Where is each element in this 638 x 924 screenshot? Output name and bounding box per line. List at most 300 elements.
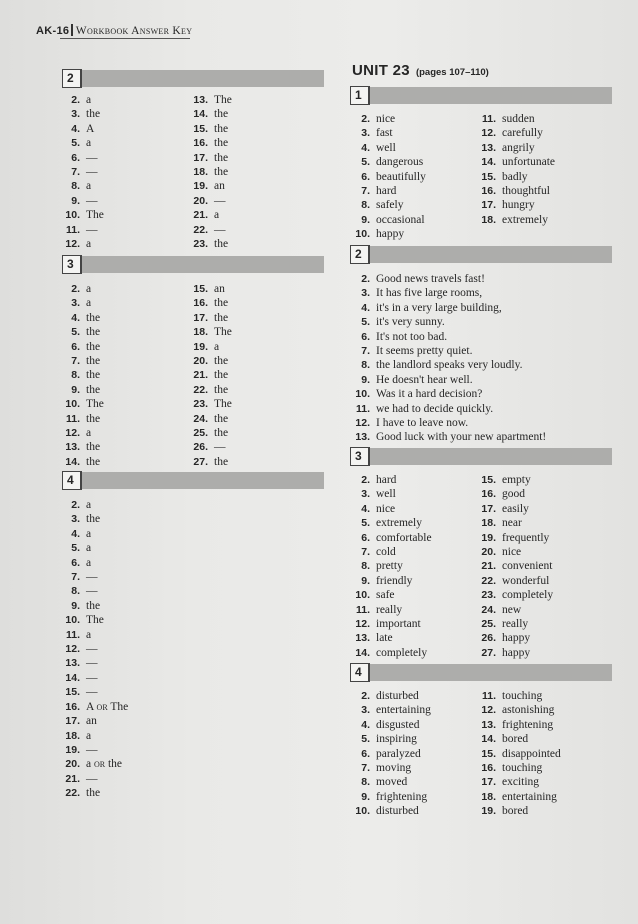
answer-text: It seems pretty quiet. bbox=[376, 345, 473, 358]
answer-text: comfortable bbox=[376, 531, 432, 544]
answer-text: nice bbox=[376, 502, 396, 515]
answer-number: 5. bbox=[361, 316, 370, 329]
answer-number: 4. bbox=[361, 301, 370, 314]
answers-right-3-col2 bbox=[476, 473, 553, 660]
answer-number: 12. bbox=[355, 618, 370, 631]
exercise-number: 2 bbox=[62, 69, 82, 88]
answer-item bbox=[62, 671, 128, 685]
answer-text: the bbox=[86, 311, 101, 324]
answer-item bbox=[350, 689, 431, 703]
answer-number: 12. bbox=[481, 127, 496, 140]
answer-number: 23. bbox=[193, 398, 208, 411]
answer-number: 22. bbox=[193, 223, 208, 236]
answer-text: the bbox=[214, 383, 229, 396]
answer-number: 10. bbox=[355, 805, 370, 818]
answer-number: 15. bbox=[481, 747, 496, 760]
answer-number: 16. bbox=[65, 700, 80, 713]
answer-text: — bbox=[86, 671, 98, 684]
answer-item bbox=[62, 223, 104, 237]
answer-text: carefully bbox=[502, 127, 543, 140]
answers-right-3-col1 bbox=[350, 473, 432, 660]
exercise-number: 3 bbox=[350, 447, 370, 466]
answer-text: really bbox=[376, 603, 403, 616]
answer-number: 8. bbox=[361, 560, 370, 573]
answer-item bbox=[350, 184, 426, 198]
answer-number: 8. bbox=[361, 199, 370, 212]
answer-text: well bbox=[376, 141, 396, 154]
answer-item bbox=[188, 194, 232, 208]
answer-number: 15. bbox=[193, 122, 208, 135]
answer-text: completely bbox=[376, 646, 428, 659]
answer-number: 4. bbox=[361, 502, 370, 515]
exercise-number: 4 bbox=[62, 471, 82, 490]
answer-item bbox=[62, 613, 128, 627]
answer-item bbox=[62, 412, 104, 426]
answer-item bbox=[476, 155, 555, 169]
answer-text: an bbox=[214, 180, 225, 193]
answer-item bbox=[350, 718, 431, 732]
answer-item bbox=[62, 151, 104, 165]
answer-text: the bbox=[214, 355, 229, 368]
answer-text: the bbox=[86, 326, 101, 339]
answer-text: a bbox=[86, 499, 92, 511]
answer-text: moved bbox=[376, 776, 408, 789]
answer-text: thoughtful bbox=[502, 185, 550, 198]
exercise-number: 4 bbox=[350, 663, 370, 682]
answer-item bbox=[350, 387, 546, 401]
answer-number: 3. bbox=[361, 287, 370, 300]
answer-number: 4. bbox=[361, 141, 370, 154]
answer-text: new bbox=[502, 603, 522, 616]
answer-text: wonderful bbox=[502, 574, 550, 587]
answer-number: 25. bbox=[481, 618, 496, 631]
answer-text: the bbox=[214, 151, 229, 164]
exercise-number: 3 bbox=[62, 255, 82, 274]
answer-item bbox=[62, 743, 128, 757]
answer-item bbox=[188, 282, 232, 296]
answer-item bbox=[62, 757, 128, 771]
answer-text: we had to decide quickly. bbox=[376, 402, 494, 415]
answer-item bbox=[476, 487, 553, 501]
answer-number: 7. bbox=[71, 166, 80, 179]
answer-text: hard bbox=[376, 474, 397, 486]
answer-item bbox=[350, 272, 546, 286]
answer-text: it's in a very large building, bbox=[376, 301, 502, 314]
answer-text: — bbox=[86, 585, 98, 598]
answer-number: 6. bbox=[361, 170, 370, 183]
answer-text: the bbox=[214, 412, 229, 425]
answer-text: — bbox=[86, 223, 98, 236]
answer-number: 13. bbox=[65, 657, 80, 670]
answer-number: 5. bbox=[71, 137, 80, 150]
page-header bbox=[36, 24, 192, 37]
answer-item bbox=[62, 556, 128, 570]
answer-item bbox=[62, 786, 128, 800]
answer-number: 20. bbox=[193, 355, 208, 368]
answer-item bbox=[476, 775, 561, 789]
answer-number: 23. bbox=[481, 589, 496, 602]
answer-text: pretty bbox=[376, 560, 403, 573]
answer-text: safely bbox=[376, 199, 404, 212]
answer-item bbox=[350, 804, 431, 818]
answer-number: 16. bbox=[481, 762, 496, 775]
answers-left-3-col1 bbox=[62, 282, 104, 469]
answer-item bbox=[188, 354, 232, 368]
answer-number: 20. bbox=[65, 758, 80, 771]
answer-number: 2. bbox=[361, 690, 370, 702]
answer-text: the bbox=[214, 122, 229, 135]
answer-item bbox=[476, 689, 561, 703]
answer-number: 8. bbox=[361, 776, 370, 789]
answer-number: 2. bbox=[71, 283, 80, 295]
answer-item bbox=[62, 397, 104, 411]
answer-text: touching bbox=[502, 762, 543, 775]
answer-text: disappointed bbox=[502, 747, 561, 760]
answer-item bbox=[350, 141, 426, 155]
answer-item bbox=[62, 325, 104, 339]
answer-item bbox=[62, 729, 128, 743]
answer-item bbox=[62, 179, 104, 193]
answer-item bbox=[188, 237, 232, 251]
answer-text: the bbox=[86, 787, 101, 800]
answer-text: happy bbox=[502, 632, 531, 645]
answer-item bbox=[62, 455, 104, 469]
answer-text: touching bbox=[502, 690, 543, 702]
header-rule bbox=[60, 38, 190, 39]
answer-text: Good news travels fast! bbox=[376, 273, 485, 285]
answer-item bbox=[350, 402, 546, 416]
answer-number: 9. bbox=[71, 383, 80, 396]
answer-number: 2. bbox=[71, 499, 80, 511]
answer-number: 2. bbox=[71, 94, 80, 106]
answer-number: 9. bbox=[361, 574, 370, 587]
answer-number: 11. bbox=[65, 628, 80, 641]
answer-item bbox=[350, 761, 431, 775]
answer-number: 10. bbox=[65, 209, 80, 222]
answer-number: 25. bbox=[193, 427, 208, 440]
answer-item bbox=[350, 126, 426, 140]
answer-text: badly bbox=[502, 170, 528, 183]
answer-item bbox=[62, 628, 128, 642]
answer-text: the bbox=[86, 383, 101, 396]
answer-item bbox=[476, 545, 553, 559]
answer-item bbox=[188, 179, 232, 193]
answer-item bbox=[476, 790, 561, 804]
answer-number: 8. bbox=[71, 369, 80, 382]
page-number: AK-16 bbox=[36, 25, 70, 37]
answer-text: a bbox=[86, 758, 92, 771]
answer-text: — bbox=[86, 166, 98, 179]
answer-item bbox=[350, 227, 426, 241]
answer-item bbox=[476, 213, 555, 227]
answer-number: 11. bbox=[355, 402, 370, 415]
answer-number: 7. bbox=[361, 185, 370, 198]
answer-item bbox=[476, 473, 553, 487]
answer-item bbox=[350, 545, 432, 559]
answer-text: the bbox=[214, 427, 229, 440]
header-divider bbox=[71, 24, 73, 36]
answer-number: 18. bbox=[481, 790, 496, 803]
answer-number: 19. bbox=[481, 805, 496, 818]
answer-item bbox=[476, 617, 553, 631]
answer-item bbox=[476, 804, 561, 818]
answer-text: frequently bbox=[502, 531, 550, 544]
answer-text: Was it a hard decision? bbox=[376, 388, 483, 401]
answer-item bbox=[476, 761, 561, 775]
answer-text: the bbox=[214, 238, 229, 251]
answer-item bbox=[350, 213, 426, 227]
answer-text: It has five large rooms, bbox=[376, 287, 483, 300]
answer-text: a bbox=[86, 628, 92, 641]
answer-text: nice bbox=[376, 113, 396, 125]
answers-right-1-col2 bbox=[476, 112, 555, 227]
answer-text: Good luck with your new apartment! bbox=[376, 431, 547, 444]
answer-item bbox=[62, 165, 104, 179]
answer-item bbox=[62, 122, 104, 136]
answer-number: 18. bbox=[193, 166, 208, 179]
answers-right-4-col1 bbox=[350, 689, 431, 819]
answer-text: I have to leave now. bbox=[376, 417, 469, 430]
answer-number: 27. bbox=[193, 455, 208, 468]
answer-item bbox=[62, 541, 128, 555]
answer-item bbox=[188, 455, 232, 469]
answer-item bbox=[188, 368, 232, 382]
answer-item bbox=[350, 286, 546, 300]
answer-text: extremely bbox=[502, 213, 548, 226]
answer-number: 12. bbox=[481, 704, 496, 717]
answer-text: — bbox=[214, 194, 226, 207]
answer-item bbox=[188, 223, 232, 237]
answer-number: 23. bbox=[193, 238, 208, 251]
answer-item bbox=[476, 502, 553, 516]
answer-number: 17. bbox=[481, 199, 496, 212]
unit-title bbox=[352, 62, 489, 79]
answer-number: 3. bbox=[71, 108, 80, 121]
answer-number: 7. bbox=[361, 762, 370, 775]
answer-number: 13. bbox=[355, 431, 370, 444]
answer-text: exciting bbox=[502, 776, 540, 789]
answer-item bbox=[350, 588, 432, 602]
answer-number: 19. bbox=[65, 743, 80, 756]
answer-number: 7. bbox=[71, 355, 80, 368]
answer-number: 16. bbox=[193, 297, 208, 310]
answer-item bbox=[476, 747, 561, 761]
answer-number: 9. bbox=[361, 790, 370, 803]
answer-item bbox=[476, 126, 555, 140]
answer-text: empty bbox=[502, 474, 531, 486]
answer-text: occasional bbox=[376, 213, 425, 226]
answer-text: sudden bbox=[502, 113, 535, 125]
answer-number: 17. bbox=[193, 151, 208, 164]
answer-item bbox=[62, 93, 104, 107]
answer-number: 9. bbox=[71, 194, 80, 207]
answer-number: 4. bbox=[71, 527, 80, 540]
answer-number: 6. bbox=[71, 556, 80, 569]
answer-number: 3. bbox=[361, 127, 370, 140]
answer-number: 6. bbox=[361, 531, 370, 544]
answer-text: The bbox=[110, 700, 129, 713]
answer-item bbox=[62, 311, 104, 325]
answer-item bbox=[476, 574, 553, 588]
answer-text: good bbox=[502, 488, 525, 501]
answer-text: really bbox=[502, 618, 529, 631]
answer-number: 9. bbox=[361, 213, 370, 226]
answer-number: 24. bbox=[193, 412, 208, 425]
answer-text: the bbox=[86, 412, 101, 425]
answer-item bbox=[62, 714, 128, 728]
answer-number: 17. bbox=[481, 776, 496, 789]
unit-name: UNIT 23 bbox=[352, 62, 410, 79]
answer-text: a bbox=[86, 729, 92, 742]
exercise-header-right-3 bbox=[350, 448, 612, 465]
answer-item bbox=[350, 790, 431, 804]
answer-number: 19. bbox=[193, 180, 208, 193]
answer-number: 26. bbox=[193, 441, 208, 454]
answer-number: 8. bbox=[71, 180, 80, 193]
answer-number: 6. bbox=[361, 747, 370, 760]
answer-text: A bbox=[86, 122, 95, 135]
answer-text: hard bbox=[376, 185, 397, 198]
answer-text: The bbox=[86, 209, 104, 222]
answer-number: 5. bbox=[361, 156, 370, 169]
answers-right-4-col2 bbox=[476, 689, 561, 819]
answer-item bbox=[62, 296, 104, 310]
answer-number: 3. bbox=[71, 297, 80, 310]
answer-text: — bbox=[86, 571, 98, 584]
answer-item bbox=[350, 646, 432, 660]
answer-item bbox=[350, 559, 432, 573]
answer-text: — bbox=[86, 643, 98, 656]
answer-text: The bbox=[214, 326, 232, 339]
answer-item bbox=[350, 703, 431, 717]
answer-text: the bbox=[214, 297, 229, 310]
answer-text: the landlord speaks very loudly. bbox=[376, 359, 523, 372]
answer-text: a bbox=[86, 427, 92, 440]
answer-number: 17. bbox=[481, 502, 496, 515]
answer-text: unfortunate bbox=[502, 156, 556, 169]
answers-right-1-col1 bbox=[350, 112, 426, 242]
answer-text: the bbox=[86, 355, 101, 368]
answer-text: disgusted bbox=[376, 718, 420, 731]
answer-number: 16. bbox=[193, 137, 208, 150]
answer-item bbox=[188, 426, 232, 440]
answer-number: 11. bbox=[481, 113, 496, 125]
answer-text: A bbox=[86, 700, 94, 713]
answer-number: 19. bbox=[481, 531, 496, 544]
answer-text: the bbox=[86, 108, 101, 121]
answer-number: 11. bbox=[355, 603, 370, 616]
answer-number: 10. bbox=[65, 614, 80, 627]
answer-text: a bbox=[86, 542, 92, 555]
answer-number: 21. bbox=[193, 209, 208, 222]
answer-or: or bbox=[93, 758, 106, 771]
answer-text: entertaining bbox=[502, 790, 557, 803]
answer-number: 12. bbox=[65, 427, 80, 440]
answer-text: — bbox=[86, 194, 98, 207]
answer-text: a bbox=[86, 527, 92, 540]
answer-item bbox=[350, 358, 546, 372]
answer-item bbox=[476, 646, 553, 660]
answer-item bbox=[188, 311, 232, 325]
exercise-header-right-2 bbox=[350, 246, 612, 263]
answer-item bbox=[188, 412, 232, 426]
answer-number: 22. bbox=[193, 383, 208, 396]
answer-text: He doesn't hear well. bbox=[376, 373, 473, 386]
answer-number: 17. bbox=[193, 311, 208, 324]
answer-number: 17. bbox=[65, 715, 80, 728]
answer-item bbox=[188, 107, 232, 121]
answer-number: 7. bbox=[361, 546, 370, 559]
answer-item bbox=[350, 531, 432, 545]
answer-number: 15. bbox=[193, 283, 208, 295]
unit-pages: (pages 107–110) bbox=[415, 67, 489, 78]
answer-number: 6. bbox=[361, 330, 370, 343]
answer-number: 9. bbox=[71, 599, 80, 612]
answer-item bbox=[350, 330, 546, 344]
answer-item bbox=[476, 112, 555, 126]
answer-text: the bbox=[214, 311, 229, 324]
answer-number: 4. bbox=[71, 122, 80, 135]
answer-item bbox=[62, 282, 104, 296]
answer-item bbox=[62, 570, 128, 584]
answer-number: 2. bbox=[361, 474, 370, 486]
answer-number: 10. bbox=[355, 589, 370, 602]
answer-number: 21. bbox=[193, 369, 208, 382]
answer-text: a bbox=[86, 297, 92, 310]
answer-number: 13. bbox=[355, 632, 370, 645]
answer-item bbox=[62, 599, 128, 613]
answer-item bbox=[350, 487, 432, 501]
answer-text: a bbox=[214, 340, 220, 353]
answer-text: the bbox=[214, 137, 229, 150]
answer-item bbox=[62, 107, 104, 121]
answer-number: 24. bbox=[481, 603, 496, 616]
answer-item bbox=[476, 588, 553, 602]
answer-number: 2. bbox=[361, 113, 370, 125]
answer-number: 14. bbox=[193, 108, 208, 121]
answer-item bbox=[62, 498, 128, 512]
answer-number: 3. bbox=[361, 488, 370, 501]
answer-item bbox=[350, 430, 546, 444]
answer-item bbox=[350, 516, 432, 530]
answers-left-2-col2 bbox=[188, 93, 232, 251]
answer-text: a bbox=[86, 94, 92, 106]
answer-number: 15. bbox=[481, 474, 496, 486]
answer-number: 21. bbox=[481, 560, 496, 573]
answer-number: 5. bbox=[361, 733, 370, 746]
answer-number: 10. bbox=[65, 398, 80, 411]
answer-item bbox=[62, 512, 128, 526]
answer-item bbox=[188, 208, 232, 222]
answer-text: astonishing bbox=[502, 704, 555, 717]
answer-item bbox=[62, 383, 104, 397]
answer-number: 5. bbox=[361, 517, 370, 530]
answer-item bbox=[188, 151, 232, 165]
answer-text: the bbox=[86, 441, 101, 454]
answer-text: happy bbox=[502, 646, 531, 659]
answer-item bbox=[350, 502, 432, 516]
answer-text: disturbed bbox=[376, 805, 419, 818]
answer-number: 14. bbox=[65, 455, 80, 468]
answer-text: an bbox=[214, 283, 225, 295]
answer-number: 19. bbox=[193, 340, 208, 353]
answer-item bbox=[62, 354, 104, 368]
answer-item bbox=[188, 397, 232, 411]
answer-number: 3. bbox=[71, 513, 80, 526]
exercise-number: 1 bbox=[350, 86, 370, 105]
answer-item bbox=[188, 340, 232, 354]
answer-text: — bbox=[86, 772, 98, 785]
